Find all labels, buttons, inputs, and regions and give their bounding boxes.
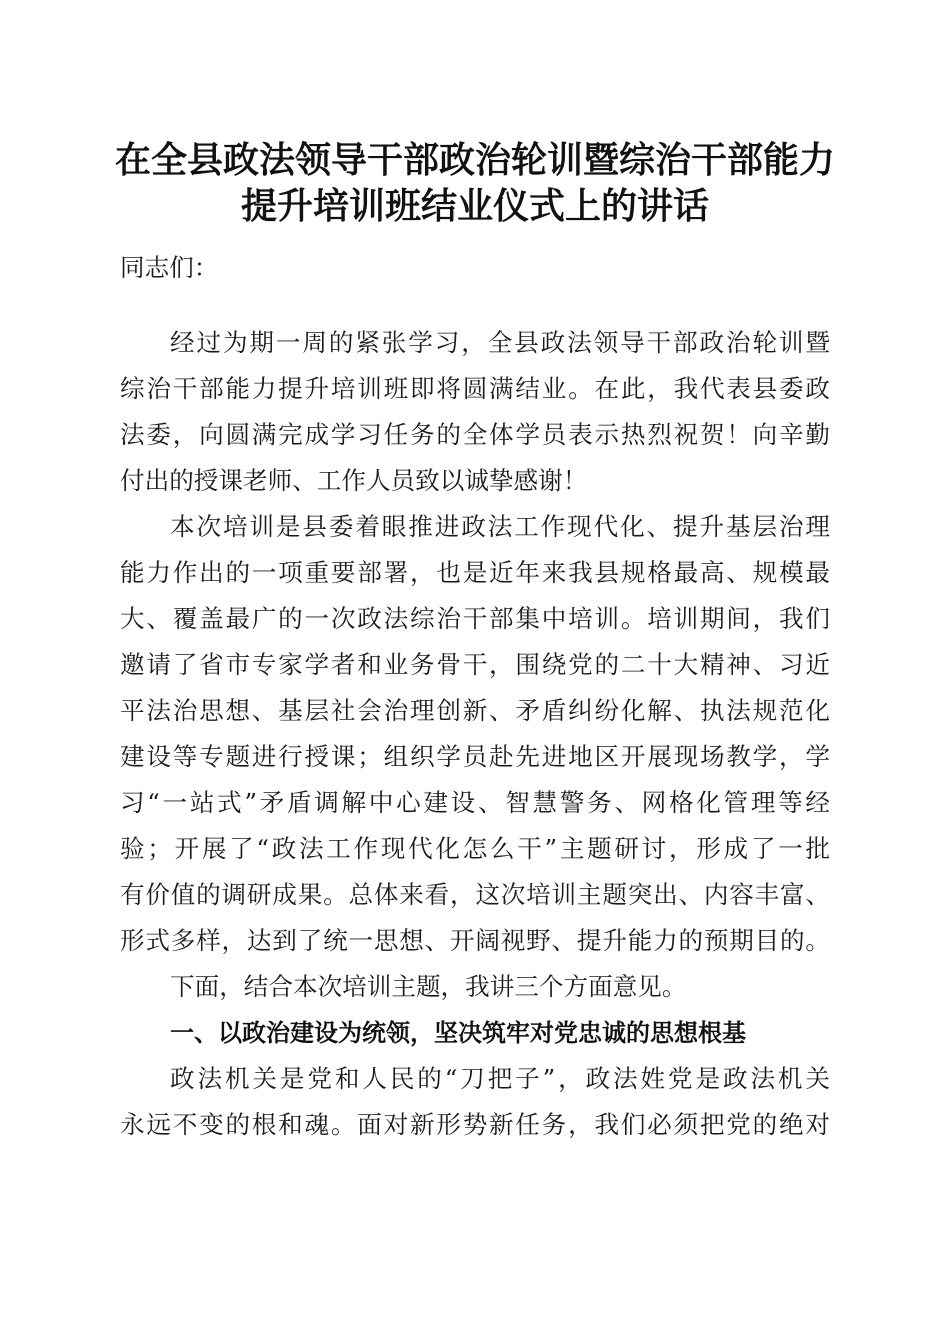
- body-line: 政法机关是党和人民的“刀把子”，政法姓党是政法机关: [170, 1064, 830, 1093]
- body-line: 有价值的调研成果。总体来看，这次培训主题突出、内容丰富、: [120, 880, 830, 909]
- body-line: 建设等专题进行授课；组织学员赴先进地区开展现场教学，学: [120, 742, 830, 771]
- body-line: 本次培训是县委着眼推进政法工作现代化、提升基层治理: [170, 512, 830, 541]
- body-line: 大、覆盖最广的一次政法综治干部集中培训。培训期间，我们: [120, 604, 830, 633]
- body-line: 平法治思想、基层社会治理创新、矛盾纠纷化解、执法规范化: [120, 696, 830, 725]
- body-line: 下面，结合本次培训主题，我讲三个方面意见。: [170, 972, 687, 1001]
- body-line: 法委，向圆满完成学习任务的全体学员表示热烈祝贺！向辛勤: [120, 420, 830, 449]
- document-title-line-1: 在全县政法领导干部政治轮训暨综治干部能力: [114, 139, 835, 181]
- section-heading: 一、以政治建设为统领，坚决筑牢对党忠诚的思想根基: [170, 1019, 746, 1047]
- body-line: 邀请了省市专家学者和业务骨干，围绕党的二十大精神、习近: [120, 650, 830, 679]
- body-line: 永远不变的根和魂。面对新形势新任务，我们必须把党的绝对: [120, 1110, 830, 1139]
- body-line: 验；开展了“政法工作现代化怎么干”主题研讨，形成了一批: [120, 834, 830, 863]
- body-line: 经过为期一周的紧张学习，全县政法领导干部政治轮训暨: [170, 328, 830, 357]
- body-line: 综治干部能力提升培训班即将圆满结业。在此，我代表县委政: [120, 374, 830, 403]
- body-line: 付出的授课老师、工作人员致以诚挚感谢！: [120, 466, 588, 495]
- body-line: 形式多样，达到了统一思想、开阔视野、提升能力的预期目的。: [120, 926, 830, 955]
- body-line: 能力作出的一项重要部署，也是近年来我县规格最高、规模最: [120, 558, 830, 587]
- body-line: 习“一站式”矛盾调解中心建设、智慧警务、网格化管理等经: [120, 788, 830, 817]
- document-title-line-2: 提升培训班结业仪式上的讲话: [240, 185, 709, 227]
- salutation: 同志们：: [120, 253, 219, 282]
